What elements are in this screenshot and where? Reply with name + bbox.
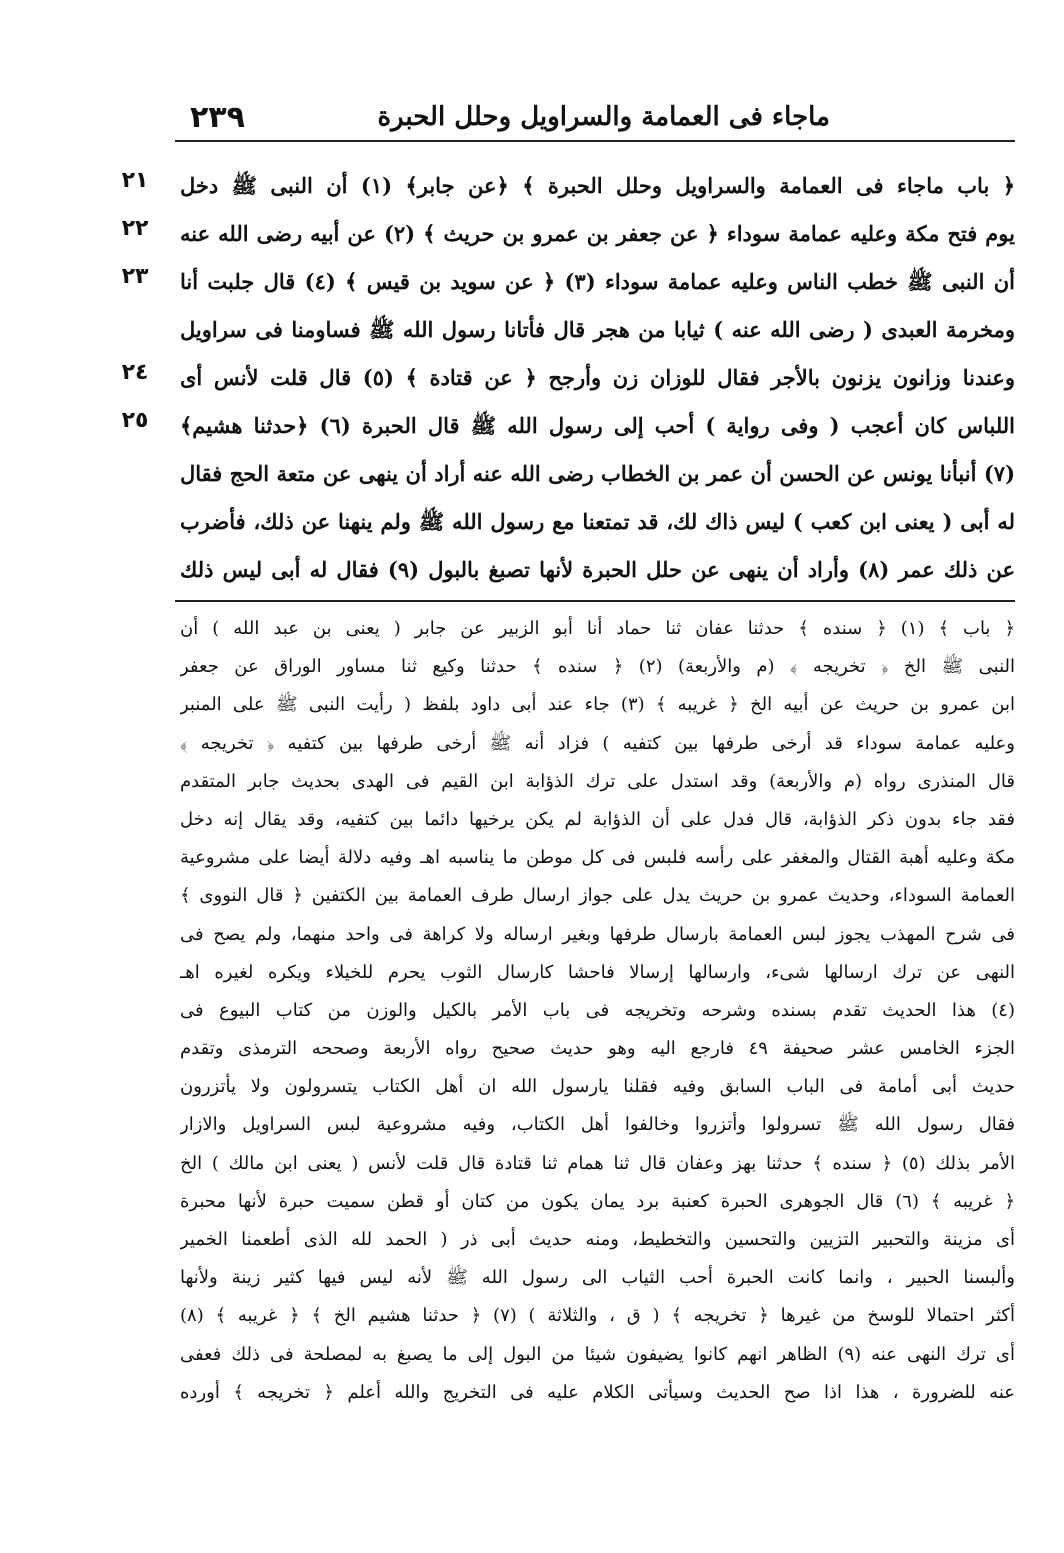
hadith-number: ٢٣ — [121, 264, 149, 289]
footnote-line: أكثر احتمالا للوسخ من غيرها ﴿ تخريجه ﴾ ( ق ، والثلاثة ) (٧) ﴿ حدثنا هشيم الخ ﴾ ﴿ غريبه ﴾ (٨) — [180, 1305, 1015, 1327]
footnote-line: ﴿ غريبه ﴾ (٦) قال الجوهرى الحبرة كعنبة برد يمان يكون من كتان أو قطن سميت حبرة لأنها محبرة — [180, 1190, 1015, 1212]
footnote-line: قال المنذرى رواه (م والأربعة) وقد استدل على ترك الذؤابة ابن القيم فى الهدى بحديث جابر المتقدم — [180, 770, 1015, 792]
footnote-line: فقد جاء بدون ذكر الذؤابة، قال فدل على أن الذؤابة لم يكن يرخيها دائما بين كتفيه، وقد يقال إنه دخل — [180, 808, 1015, 830]
footnote-line: العمامة السوداء، وحديث عمرو بن حريث يدل على جواز ارسال طرف العمامة بين الكتفين ﴿ قال النووى ﴾ — [180, 885, 1015, 907]
footnote-line: حديث أبى أمامة فى الباب السابق وفيه فقلنا يارسول الله ان أهل الكتاب يتسرولون ولا يأتزرون — [180, 1076, 1015, 1098]
footnote-line: ﴿ باب ﴾ (١) ﴿ سنده ﴾ حدثنا عفان ثنا حماد أنا أبو الزبير عن جابر ( يعنى بن عبد الله ) أن — [180, 618, 1015, 639]
main-text-line: ﴿ باب ماجاء فى العمامة والسراويل وحلل الحبرة ﴾ ﴿عن جابر﴾ (١) أن النبى ﷺ دخل — [180, 173, 1015, 198]
header-divider — [175, 140, 1015, 142]
footnote-line: فى شرح المهذب يجوز لبس العمامة بارسال طرفها وبغير ارساله ولا كراهة فى واحد منهما، ولم يصح فى — [180, 923, 1015, 945]
main-text-line: يوم فتح مكة وعليه عمامة سوداء ﴿ عن جعفر بن عمرو بن حريث ﴾ (٢) عن أبيه رضى الله عنه — [180, 221, 1015, 246]
footnote-line: أى مزينة والتحبير التزيين والتحسين والتخطيط، ومنه حديث أبى ذر ( الحمد لله الذى أطعمنا الخمير — [180, 1229, 1015, 1250]
main-text-line: أن النبى ﷺ خطب الناس وعليه عمامة سوداء (٣) ﴿ عن سويد بن قيس ﴾ (٤) قال جلبت أنا — [180, 269, 1015, 294]
footnote-line: ابن عمرو بن حريث عن أبيه الخ ﴿ غريبه ﴾ (٣) جاء عند أبى داود بلفظ ( رأيت النبى ﷺ على المنبر — [180, 694, 1015, 716]
main-text-line: عن ذلك عمر (٨) وأراد أن ينهى عن حلل الحبرة لأنها تصبغ بالبول (٩) فقال له أبى ليس ذلك — [180, 557, 1015, 582]
footnote-line: فقال رسول الله ﷺ تسرولوا وأتزروا وخالفوا أهل الكتاب، وفيه مشروعية لبس السراويل والازار — [180, 1114, 1015, 1136]
hadith-number: ٢١ — [121, 168, 149, 193]
footnote-line: أى ترك النهى عنه (٩) الظاهر انهم كانوا يضيفون شيئا من البول إلى ما يصبغ به لمصلحة فى ذلك فعفى — [180, 1343, 1015, 1365]
footnotes — [180, 610, 1015, 1412]
page-header — [190, 92, 830, 142]
footnote-line: الجزء الخامس عشر صحيفة ٤٩ فارجع اليه وهو حديث صحيح رواه الأربعة وصححه الترمذى وتقدم — [180, 1038, 1015, 1060]
main-text-line: اللباس كان أعجب ( وفى رواية ) أحب إلى رسول الله ﷺ قال الحبرة (٦) ﴿حدثنا هشيم﴾ — [180, 413, 1015, 438]
main-text-line: ومخرمة العبدى ( رضى الله عنه ) ثيابا من هجر قال فأتانا رسول الله ﷺ فساومنا فى سراويل — [180, 317, 1015, 342]
footnote-line: وعليه عمامة سوداء قد أرخى طرفها بين كتفيه ) فزاد أنه ﷺ أرخى طرفها بين كتفيه ﴿ تخريجه ﴾ — [180, 732, 1015, 754]
hadith-number: ٢٤ — [121, 360, 149, 385]
main-text — [180, 162, 1015, 594]
footnote-line: وألبسنا الحبير ، وانما كانت الحبرة أحب الثياب الى رسول الله ﷺ لأنه ليس فيها كثير زينة ولأنها — [180, 1267, 1015, 1289]
running-title: ماجاء فى العمامة والسراويل وحلل الحبرة — [377, 102, 830, 132]
footnote-line: عنه للضرورة ، هذا اذا صح الحديث وسيأتى الكلام عليه فى التخريج والله أعلم ﴿ تخريجه ﴾ أورده — [180, 1381, 1015, 1403]
footnote-line: (٤) هذا الحديث تقدم بسنده وشرحه وتخريجه فى باب الأمر بالكيل والوزن من كتاب البيوع فى — [180, 999, 1015, 1021]
footnote-line: الأمر بذلك (٥) ﴿ سنده ﴾ حدثنا بهز وعفان قال ثنا همام ثنا قتادة قال قلت لأنس ( يعنى ابن مالك ) الخ — [180, 1152, 1015, 1174]
footnote-line: النهى عن ترك ارسالها شىء، وارسالها إرسالا فاحشا كارسال الثوب يحرم للخيلاء ويكره لغيره اهـ — [180, 961, 1015, 983]
footnote-line: مكة وعليه أهبة القتال والمغفر على رأسه فلبس فى كل موطن ما يناسبه اهـ وفيه دلالة أيضا على مشروعية — [180, 847, 1015, 869]
main-text-line: له أبى ( يعنى ابن كعب ) ليس ذاك لك، قد تمتعنا مع رسول الله ﷺ ولم ينهنا عن ذلك، فأضرب — [180, 509, 1015, 534]
hadith-number: ٢٥ — [121, 408, 149, 433]
page-number: ٢٣٩ — [190, 99, 245, 135]
main-text-line: وعندنا وزانون يزنون بالأجر فقال للوزان زن وأرجح ﴿ عن قتادة ﴾ (٥) قال قلت لأنس أى — [180, 365, 1015, 390]
footnote-line: النبى ﷺ الخ ﴿ تخريجه ﴾ (م والأربعة) (٢) ﴿ سنده ﴾ حدثنا وكيع ثنا مساور الوراق عن جعفر — [180, 656, 1015, 678]
footnote-divider — [175, 600, 1015, 602]
hadith-number: ٢٢ — [121, 216, 149, 241]
main-text-line: (٧) أنبأنا يونس عن الحسن أن عمر بن الخطاب رضى الله عنه أراد أن ينهى عن متعة الحج فقال — [180, 461, 1015, 486]
